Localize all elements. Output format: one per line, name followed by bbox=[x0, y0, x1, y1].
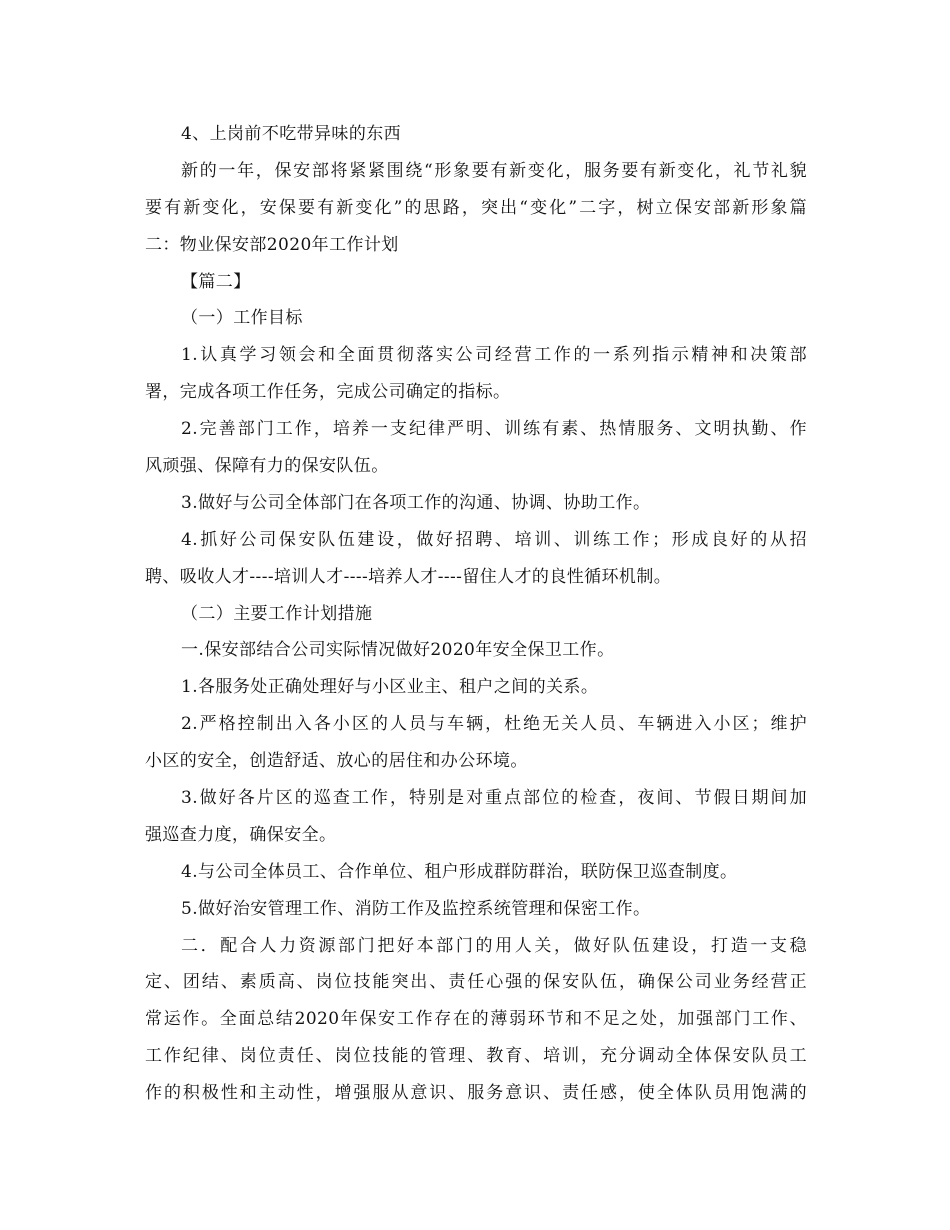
paragraph-line: 2.完善部门工作，培养一支纪律严明、训练有素、热情服务、文明执勤、作 bbox=[181, 419, 807, 440]
paragraph-line: 4、上岗前不吃带异味的东西 bbox=[181, 124, 402, 144]
paragraph-line: 2.严格控制出入各小区的人员与车辆，杜绝无关人员、车辆进入小区；维护 bbox=[181, 714, 807, 735]
paragraph-line: 常运作。全面总结2020年保安工作存在的薄弱环节和不足之处，加强部门工作、 bbox=[145, 1009, 807, 1030]
paragraph-line: 工作纪律、岗位责任、岗位技能的管理、教育、培训，充分调动全体保安队员工 bbox=[145, 1046, 807, 1067]
paragraph-line: 署，完成各项工作任务，完成公司确定的指标。 bbox=[145, 382, 511, 403]
paragraph-line: 要有新变化，安保要有新变化”的思路，突出“变化”二字，树立保安部新形象篇 bbox=[145, 197, 807, 218]
section-heading: （二）主要工作计划措施 bbox=[181, 603, 373, 624]
paragraph-line: 4.与公司全体员工、合作单位、租户形成群防群治，联防保卫巡查制度。 bbox=[181, 861, 738, 882]
document-body bbox=[145, 116, 807, 1112]
paragraph-line: 5.做好治安管理工作、消防工作及监控系统管理和保密工作。 bbox=[181, 898, 651, 919]
paragraph-line: 一.保安部结合公司实际情况做好2020年安全保卫工作。 bbox=[181, 640, 615, 661]
paragraph-line: 1.各服务处正确处理好与小区业主、租户之间的关系。 bbox=[181, 677, 599, 698]
paragraph-line: 3.做好与公司全体部门在各项工作的沟通、协调、协助工作。 bbox=[181, 492, 651, 513]
paragraph-line: 聘、吸收人才----培训人才----培养人才----留住人才的良性循环机制。 bbox=[145, 566, 672, 587]
paragraph-line: 二：物业保安部2020年工作计划 bbox=[145, 234, 399, 255]
paragraph-line: 1.认真学习领会和全面贯彻落实公司经营工作的一系列指示精神和决策部 bbox=[181, 345, 807, 366]
paragraph-line: 强巡查力度，确保安全。 bbox=[145, 824, 337, 845]
section-heading: （一）工作目标 bbox=[181, 308, 303, 329]
paragraph-line: 3.做好各片区的巡查工作，特别是对重点部位的检查，夜间、节假日期间加 bbox=[181, 788, 807, 809]
paragraph-line: 定、团结、素质高、岗位技能突出、责任心强的保安队伍，确保公司业务经营正 bbox=[145, 972, 807, 993]
paragraph-line: 小区的安全，创造舒适、放心的居住和办公环境。 bbox=[145, 751, 528, 772]
section-heading: 【篇二】 bbox=[181, 271, 251, 292]
paragraph-line: 作的积极性和主动性，增强服从意识、服务意识、责任感，使全体队员用饱满的 bbox=[145, 1083, 807, 1104]
paragraph-line: 风顽强、保障有力的保安队伍。 bbox=[145, 456, 389, 477]
paragraph-line: 4.抓好公司保安队伍建设，做好招聘、培训、训练工作；形成良好的从招 bbox=[181, 529, 807, 550]
paragraph-line: 新的一年，保安部将紧紧围绕“形象要有新变化，服务要有新变化，礼节礼貌 bbox=[181, 160, 807, 181]
paragraph-line: 二．配合人力资源部门把好本部门的用人关，做好队伍建设，打造一支稳 bbox=[181, 935, 807, 956]
